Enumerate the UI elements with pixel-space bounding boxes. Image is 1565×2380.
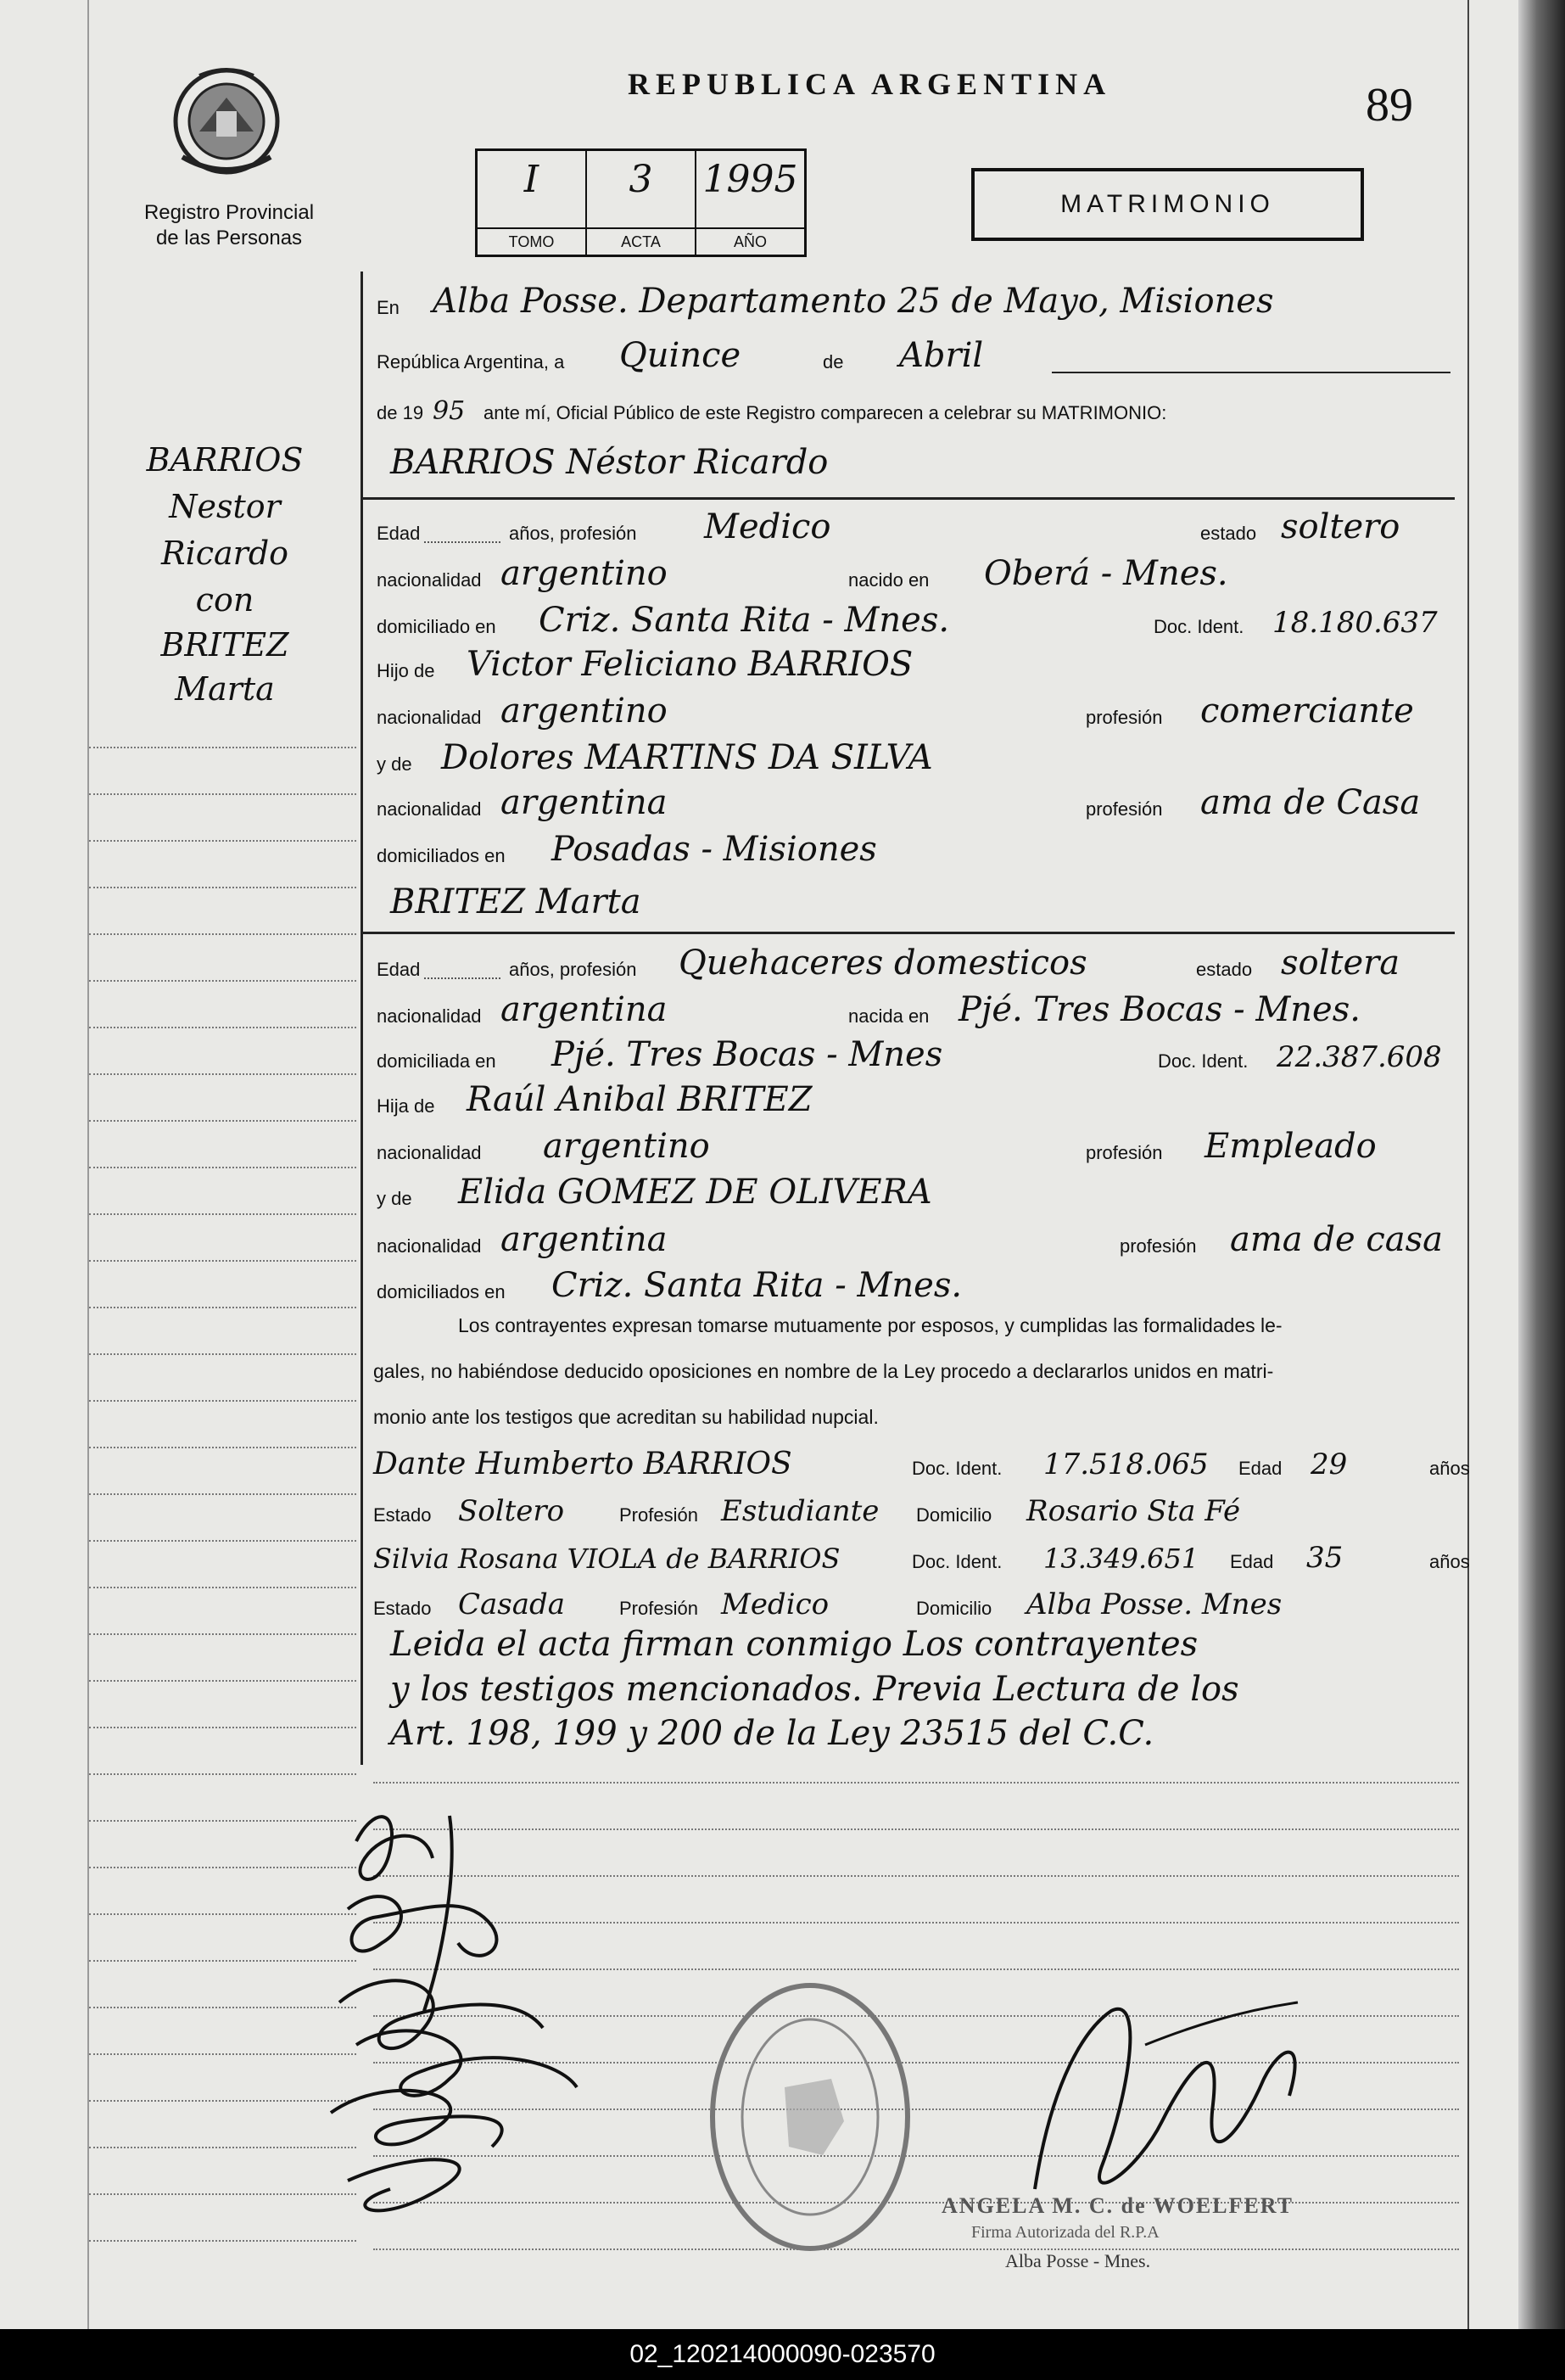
signatures-cluster	[322, 1790, 602, 2265]
notes-line-2-row	[373, 1661, 1459, 1712]
groom-domicilio: Criz. Santa Rita - Mnes.	[539, 601, 950, 640]
witness1-edad-label: Edad	[1238, 1458, 1283, 1479]
tomo-acta-anio-box	[475, 148, 807, 257]
margin-blank-line	[89, 747, 356, 748]
margin-blank-line	[89, 2007, 356, 2008]
bride-prof-label: años, profesión	[509, 959, 637, 980]
tomo-value: I	[523, 158, 539, 201]
groom-mother: Dolores MARTINS DA SILVA	[441, 738, 933, 777]
bride-edad-row	[373, 935, 1459, 986]
witness2-doc: 13.349.651	[1043, 1543, 1199, 1575]
margin-blank-line	[89, 1353, 356, 1355]
groom-mother-nac-row	[373, 775, 1459, 826]
groom-mother-row	[373, 730, 1459, 781]
intro-year-row	[373, 378, 1459, 429]
bride-parents-dom-row	[373, 1257, 1459, 1308]
groom-nac: argentino	[500, 554, 668, 593]
margin-blank-line	[89, 1820, 356, 1822]
bride-parents-dom-label: domiciliados en	[377, 1281, 506, 1302]
blank-line	[373, 1782, 1459, 1784]
margin-blank-line	[89, 1633, 356, 1635]
groom-mother-prof: ama de Casa	[1200, 783, 1421, 822]
margin-blank-line	[89, 933, 356, 935]
bride-mother: Elida GOMEZ DE OLIVERA	[458, 1173, 932, 1212]
tomo-label: TOMO	[478, 227, 585, 255]
bride-nac: argentina	[500, 990, 668, 1029]
margin-blank-line	[89, 1167, 356, 1168]
groom-doc-label: Doc. Ident.	[1154, 616, 1244, 637]
country-title: REPUBLICA ARGENTINA	[628, 67, 1112, 101]
margin-column-divider	[361, 272, 363, 1765]
witness1-row	[373, 1434, 1470, 1485]
witness2-name: Silvia Rosana VIOLA de BARRIOS	[373, 1543, 841, 1575]
margin-blank-line	[89, 980, 356, 982]
witness2-anios-label: años	[1429, 1551, 1470, 1572]
bride-mother-prof-label: profesión	[1120, 1235, 1197, 1257]
month-value: Abril	[899, 336, 984, 375]
groom-parents-dom: Posadas - Misiones	[551, 830, 877, 869]
witness2-edad: 35	[1306, 1541, 1344, 1575]
witness1-details-row	[373, 1481, 1459, 1532]
margin-blank-line	[89, 2193, 356, 2195]
margin-name-4: con	[195, 581, 254, 619]
margin-blank-line	[89, 1027, 356, 1028]
groom-mother-nac: argentina	[500, 783, 668, 822]
groom-father-nac: argentino	[500, 692, 668, 731]
bride-parents-dom: Criz. Santa Rita - Mnes.	[551, 1266, 963, 1305]
groom-mother-prof-label: profesión	[1086, 798, 1163, 820]
bride-yde-label: y de	[377, 1188, 412, 1209]
bride-estado-label: estado	[1196, 959, 1253, 980]
tomo-cell	[478, 151, 587, 255]
intro-place-row	[373, 273, 1459, 324]
groom-father-row	[373, 636, 1459, 687]
bride-separator	[361, 932, 1455, 934]
groom-name-row	[373, 434, 1459, 485]
intro-date-row	[373, 328, 1459, 378]
bride-mother-prof: ama de casa	[1230, 1220, 1443, 1259]
groom-estado: soltero	[1281, 507, 1400, 546]
bride-estado: soltera	[1281, 944, 1400, 983]
groom-name: BARRIOS Néstor Ricardo	[390, 443, 829, 482]
place-value: Alba Posse. Departamento 25 de Mayo, Misiones	[433, 282, 1274, 321]
bride-nac-label: nacionalidad	[377, 1005, 482, 1027]
right-border-line	[1467, 0, 1469, 2329]
witness1-doc-label: Doc. Ident.	[912, 1458, 1003, 1479]
bride-nac-row	[373, 982, 1459, 1033]
date-underline	[1052, 372, 1450, 373]
bride-father-row	[373, 1072, 1459, 1123]
margin-blank-line	[89, 1493, 356, 1495]
witness1-prof: Estudiante	[721, 1494, 880, 1528]
margin-blank-line	[89, 1587, 356, 1588]
witness2-dom-label: Domicilio	[916, 1598, 992, 1619]
groom-parents-dom-label: domiciliados en	[377, 845, 506, 866]
margin-blank-line	[89, 1867, 356, 1868]
groom-nac-label: nacionalidad	[377, 569, 482, 591]
witness1-dom-label: Domicilio	[916, 1504, 992, 1526]
notes-line-3-row	[373, 1705, 1459, 1756]
margin-blank-line	[89, 1213, 356, 1215]
margin-blank-line	[89, 2240, 356, 2242]
notes-line-1-row	[373, 1616, 1459, 1667]
groom-father-prof: comerciante	[1200, 692, 1414, 731]
margin-blank-line	[89, 2147, 356, 2148]
bride-hija-label: Hija de	[377, 1095, 435, 1117]
margin-blank-line	[89, 2053, 356, 2055]
bride-mother-nac-label: nacionalidad	[377, 1235, 482, 1257]
margin-name-5: BRITEZ	[160, 626, 289, 664]
groom-nac-row	[373, 546, 1459, 596]
groom-father-nac-row	[373, 683, 1459, 734]
margin-name-2: Nestor	[169, 488, 281, 525]
margin-blank-line	[89, 1307, 356, 1308]
notes-line-1: Leida el acta firman conmigo Los contrayentes	[390, 1625, 1199, 1664]
witness1-dom: Rosario Sta Fé	[1026, 1494, 1241, 1528]
bride-mother-row	[373, 1164, 1459, 1215]
witness2-estado-label: Estado	[373, 1598, 432, 1619]
margin-blank-line	[89, 1913, 356, 1915]
margin-blank-line	[89, 1540, 356, 1542]
groom-father-prof-label: profesión	[1086, 707, 1163, 728]
witness2-estado: Casada	[458, 1588, 566, 1621]
notes-line-2: y los testigos mencionados. Previa Lectura de los	[390, 1670, 1239, 1709]
anio-label: AÑO	[696, 227, 804, 255]
witness1-anios-label: años	[1429, 1458, 1470, 1479]
witness1-estado: Soltero	[458, 1494, 565, 1528]
margin-blank-line	[89, 1447, 356, 1448]
acta-label: ACTA	[587, 227, 695, 255]
margin-blank-line	[89, 1400, 356, 1402]
bride-name-row	[373, 874, 1459, 925]
comparecen-text: ante mí, Oficial Público de este Registro comparecen a celebrar su MATRIMONIO:	[483, 402, 1167, 423]
bride-mother-nac: argentina	[500, 1220, 668, 1259]
bride-father-prof-label: profesión	[1086, 1142, 1163, 1163]
margin-blank-line	[89, 887, 356, 888]
witness1-edad: 29	[1311, 1448, 1348, 1481]
bride-name: BRITEZ Marta	[390, 882, 641, 921]
anio-cell	[696, 151, 804, 255]
bride-mother-nac-row	[373, 1212, 1459, 1263]
groom-profession: Medico	[704, 507, 831, 546]
margin-blank-line	[89, 840, 356, 842]
witness2-prof-label: Profesión	[619, 1598, 698, 1619]
margin-blank-line	[89, 2100, 356, 2102]
registry-name	[119, 200, 339, 251]
en-label: En	[377, 297, 400, 318]
groom-hijo-label: Hijo de	[377, 660, 435, 681]
witness2-dom: Alba Posse. Mnes	[1026, 1588, 1283, 1621]
groom-father-nac-label: nacionalidad	[377, 707, 482, 728]
bride-nacida-label: nacida en	[848, 1005, 930, 1027]
bride-nacida: Pjé. Tres Bocas - Mnes.	[959, 990, 1361, 1029]
declaration-paragraph	[373, 1302, 1450, 1440]
groom-nacido-label: nacido en	[848, 569, 930, 591]
bride-father: Raúl Anibal BRITEZ	[467, 1080, 813, 1119]
margin-blank-line	[89, 1260, 356, 1262]
margin-name-6: Marta	[175, 670, 275, 708]
bride-father-nac-row	[373, 1118, 1459, 1169]
bride-domicilio: Pjé. Tres Bocas - Mnes	[551, 1035, 943, 1074]
folio-number: 89	[1366, 79, 1413, 132]
witness2-edad-label: Edad	[1230, 1551, 1274, 1572]
declaration-line-2: gales, no habiéndose deducido oposiciones en nombre de la Ley procedo a declararlos unidos en matri-	[373, 1360, 1274, 1382]
margin-blank-line	[89, 1773, 356, 1775]
margin-blank-line	[89, 793, 356, 795]
groom-parents-dom-row	[373, 821, 1459, 872]
groom-edad-row	[373, 499, 1459, 550]
year-suffix: 95	[433, 396, 466, 426]
groom-edad-dots	[424, 541, 500, 543]
book-binding-edge	[1518, 0, 1565, 2329]
witness2-doc-label: Doc. Ident.	[912, 1551, 1003, 1572]
de-label: de	[823, 351, 844, 372]
witness1-name: Dante Humberto BARRIOS	[373, 1447, 792, 1481]
acta-cell	[587, 151, 696, 255]
bride-doc: 22.387.608	[1277, 1040, 1442, 1074]
groom-doc: 18.180.637	[1272, 606, 1438, 640]
margin-blank-line	[89, 1120, 356, 1122]
margin-name-1: BARRIOS	[146, 441, 304, 479]
anio-value: 1995	[702, 158, 798, 201]
official-place: Alba Posse - Mnes.	[1005, 2250, 1151, 2271]
registry-line-2: de las Personas	[155, 227, 303, 249]
bride-dom-label: domiciliada en	[377, 1050, 496, 1072]
groom-mother-nac-label: nacionalidad	[377, 798, 482, 820]
document-type-box: MATRIMONIO	[971, 168, 1364, 241]
official-signature	[1018, 1977, 1340, 2215]
groom-yde-label: y de	[377, 753, 412, 775]
declaration-line-3: monio ante los testigos que acreditan su habilidad nupcial.	[373, 1406, 879, 1428]
margin-blank-line	[89, 1680, 356, 1682]
groom-dom-row	[373, 592, 1459, 643]
bride-doc-label: Doc. Ident.	[1158, 1050, 1249, 1072]
bride-dom-row	[373, 1027, 1459, 1078]
bride-profession: Quehaceres domesticos	[679, 944, 1087, 983]
de19-label: de 19	[377, 402, 424, 423]
witness1-estado-label: Estado	[373, 1504, 432, 1526]
registry-stamp-icon	[704, 1977, 916, 2257]
groom-father: Victor Feliciano BARRIOS	[467, 645, 914, 684]
witness2-prof: Medico	[721, 1588, 830, 1621]
witness2-row	[373, 1527, 1470, 1578]
image-id-footer: 02_120214000090-023570	[0, 2329, 1565, 2380]
witness1-doc: 17.518.065	[1043, 1448, 1209, 1481]
margin-blank-line	[89, 1073, 356, 1075]
declaration-line-1: Los contrayentes expresan tomarse mutuamente por esposos, y cumplidas las formalidades le-	[458, 1314, 1283, 1336]
groom-estado-label: estado	[1200, 523, 1257, 544]
republica-label: República Argentina, a	[377, 351, 565, 372]
official-name: ANGELA M. C. de WOELFERT	[942, 2193, 1294, 2218]
provincial-coat-of-arms-icon	[165, 64, 288, 178]
groom-dom-label: domiciliado en	[377, 616, 496, 637]
bride-father-nac: argentino	[543, 1127, 710, 1166]
groom-nacido: Oberá - Mnes.	[984, 554, 1228, 593]
bride-father-prof: Empleado	[1204, 1127, 1377, 1166]
acta-value: 3	[629, 158, 653, 201]
groom-prof-label: años, profesión	[509, 523, 637, 544]
notes-line-3: Art. 198, 199 y 200 de la Ley 23515 del C.C.	[390, 1714, 1154, 1753]
registry-line-1: Registro Provincial	[143, 201, 315, 224]
left-margin-line	[87, 0, 89, 2329]
bride-father-nac-label: nacionalidad	[377, 1142, 482, 1163]
witness1-prof-label: Profesión	[619, 1504, 698, 1526]
day-value: Quince	[619, 336, 741, 375]
margin-blank-line	[89, 1727, 356, 1728]
margin-blank-line	[89, 1960, 356, 1962]
margin-name-3: Ricardo	[160, 535, 289, 572]
bride-edad-label: Edad	[377, 959, 421, 980]
groom-edad-label: Edad	[377, 523, 421, 544]
official-title: Firma Autorizada del R.P.A	[971, 2223, 1160, 2242]
bride-edad-dots	[424, 977, 500, 979]
